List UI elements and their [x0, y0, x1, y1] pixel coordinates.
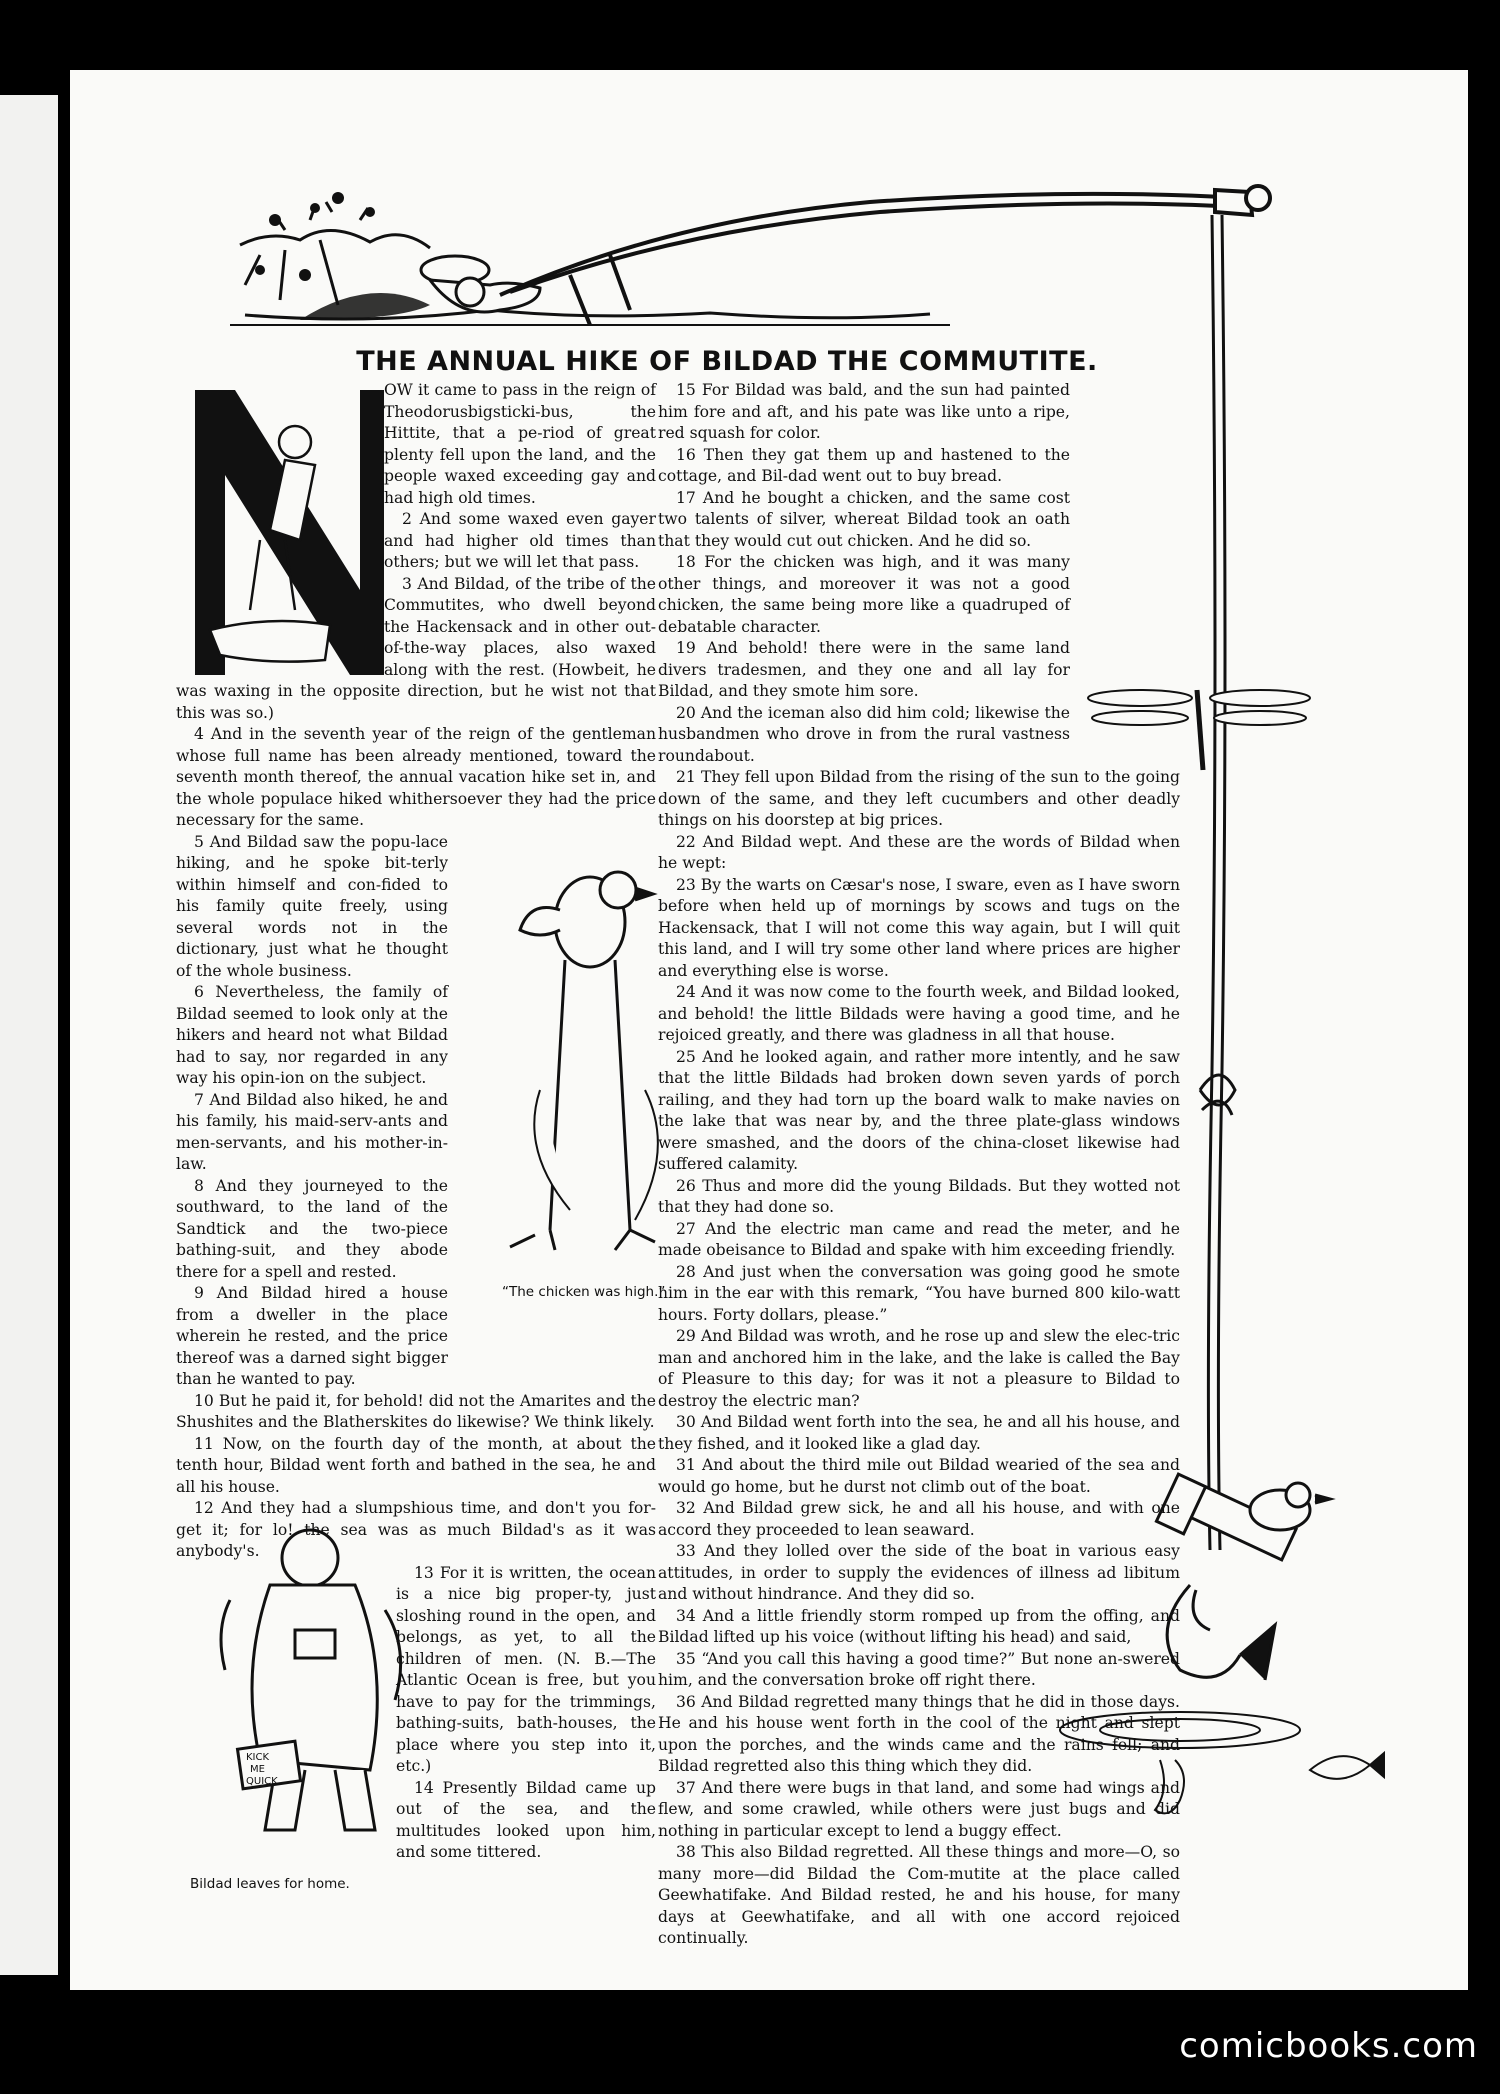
paragraph: 28 And just when the conversation was going good he smote him in the ear with this remark, “You have burned 800 kilo-watt hours. Forty dollars, please.” [658, 1262, 1180, 1324]
adjacent-page-edge [0, 95, 58, 1975]
paragraph: 11 Now, on the fourth day of the month, at about the tenth hour, Bildad went forth and bathed in the sea, he and all his house. [176, 1434, 656, 1496]
paragraph: 14 Presently Bildad came up out of the sea, and the multitudes looked upon him, and some tittered. [396, 1778, 656, 1861]
paragraph: 18 For the chicken was high, and it was many other things, and moreover it was not a good chicken, the same being more like a quadruped of debatable character. [658, 553, 1070, 636]
left-column [176, 380, 656, 1967]
paragraph: 5 And Bildad saw the popu-lace hiking, and he spoke bit-terly within himself and con-fided to his family quite freely, using several words not in the dictionary, just what he thought of the whole business. [176, 832, 448, 980]
paragraph: 16 Then they gat them up and hastened to the cottage, and Bil-dad went out to buy bread. [658, 445, 1070, 485]
article-title: THE ANNUAL HIKE OF BILDAD THE COMMUTITE. [356, 346, 1098, 377]
paragraph: 22 And Bildad wept. And these are the words of Bildad when he wept: [658, 832, 1180, 872]
paragraph: 26 Thus and more did the young Bildads. But they wotted not that they had done so. [658, 1176, 1180, 1216]
chicken-caption: “The chicken was high.” [502, 1284, 666, 1300]
paragraph: 36 And Bildad regretted many things that he did in those days. He and his house went forth in the cool of the night and slept upon the porches, and the winds came and the rains fell; and Bildad regretted also this thing which they did. [658, 1692, 1180, 1775]
paragraph: 15 For Bildad was bald, and the sun had painted him fore and aft, and his pate was like unto a ripe, red squash for color. [658, 381, 1070, 442]
paragraph: 8 And they journeyed to the southward, to the land of the Sandtick and the two-piece bathing-suit, and they abode there for a spell and rested. [176, 1176, 448, 1281]
bildad-caption: Bildad leaves for home. [190, 1876, 350, 1892]
paragraph: 37 And there were bugs in that land, and some had wings and flew, and some crawled, while others were just bugs and did nothing in particular except to lend a buggy effect. [658, 1778, 1180, 1840]
magazine-page [70, 70, 1468, 1990]
paragraph: 24 And it was now come to the fourth week, and Bildad looked, and behold! the little Bildads were having a good time, and he rejoiced greatly, and there was gladness in all that house. [658, 983, 1180, 1044]
svg-text:ME: ME [250, 1764, 265, 1775]
dropcap-space [176, 380, 372, 672]
paragraph: 29 And Bildad was wroth, and he rose up and slew the elec-tric man and anchored him in the lake, and the lake is called the Bay of Pleasure to this day; for was it not a pleasure to Bildad to destroy the electric man? [658, 1327, 1180, 1410]
paragraph: 10 But he paid it, for behold! did not the Amarites and the Shushites and the Blatherskites do likewise? We think likely. [176, 1391, 656, 1431]
paragraph: 33 And they lolled over the side of the boat in various easy attitudes, in order to supply the evidences of illness ad libitum and without hindrance. And they did so. [658, 1542, 1180, 1603]
watermark: comicbooks.com [1179, 2026, 1478, 2066]
paragraph: 32 And Bildad grew sick, he and all his house, and with one accord they proceeded to lean seaward. [658, 1499, 1180, 1539]
paragraph: 12 And they had a slumpshious time, and don't you for-get it; for lo! the sea was as much Bildad's as it was anybody's. [176, 1499, 656, 1560]
paragraph: 31 And about the third mile out Bildad wearied of the sea and would go home, but he durst not climb out of the boat. [658, 1456, 1180, 1496]
paragraph: 30 And Bildad went forth into the sea, he and all his house, and they fished, and it looked like a glad day. [658, 1413, 1180, 1453]
paragraph: 38 This also Bildad regretted. All these things and more—O, so many more—did Bildad the Com-mutite at the place called Geewhatifake. And Bildad rested, he and his house, for many days at Geewhatifake, and all with one accord rejoiced continually. [658, 1843, 1180, 1947]
paragraph: OW it came to pass in the reign of Theodorusbigsticki-bus, the Hittite, that a pe-riod of great plenty fell upon the land, and the people waxed exceeding gay and had high old times. [384, 381, 656, 507]
paragraph: 20 And the iceman also did him cold; likewise the husbandmen who drove in from the rural vastness roundabout. [658, 703, 1070, 765]
svg-text:KICK: KICK [246, 1752, 270, 1763]
svg-text:QUICK: QUICK [246, 1776, 278, 1787]
right-column [658, 380, 1180, 1950]
paragraph: 27 And the electric man came and read the meter, and he made obeisance to Bildad and spake with him exceeding friendly. [658, 1219, 1180, 1259]
paragraph: 9 And Bildad hired a house from a dweller in the place wherein he rested, and the price thereof was a darned sight bigger than he wanted to pay. [176, 1284, 448, 1388]
paragraph: 23 By the warts on Cæsar's nose, I sware, even as I have sworn before when held up of mornings by scows and tugs on the Hackensack, that I will not come this way again, but I will quit this land, and I will try some other land where prices are higher and everything else is worse. [658, 875, 1180, 980]
paragraph: 19 And behold! there were in the same land divers tradesmen, and they one and all lay for Bildad, and they smote him sore. [658, 639, 1070, 700]
paragraph: 6 Nevertheless, the family of Bildad seemed to look only at the hikers and heard not what Bildad had to say, nor regarded in any way his opin-ion on the subject. [176, 983, 448, 1087]
rope-spacer [1070, 380, 1180, 750]
paragraph: 13 For it is written, the ocean is a nice big proper-ty, just sloshing round in the open, and belongs, as yet, to all the children of men. (N. B.—The Atlantic Ocean is free, but you have to pay for the trimmings, bathing-suits, bath-houses, the place where you step into it, etc.) [396, 1563, 656, 1775]
paragraph: 35 “And you call this having a good time?” But none an-swered him, and the conversation broke off right there. [658, 1649, 1180, 1689]
paragraph: 17 And he bought a chicken, and the same cost two talents of silver, whereat Bildad took an oath that they would cut out chicken. And he did so. [658, 488, 1070, 550]
paragraph: 21 They fell upon Bildad from the rising of the sun to the going down of the same, and they left cucumbers and other deadly things on his doorstep at big prices. [658, 768, 1180, 829]
bildad-space [176, 1575, 388, 1967]
paragraph: 7 And Bildad also hiked, he and his family, his maid-serv-ants and men-servants, and his mother-in-law. [176, 1090, 448, 1173]
paragraph: 25 And he looked again, and rather more intently, and he saw that the little Bildads had broken down seven yards of porch railing, and they had torn up the board walk to make navies on the lake that was near by, and the three plate-glass windows were smashed, and the doors of the china-closet likewise had suffered calamity. [658, 1047, 1180, 1173]
paragraph: 2 And some waxed even gayer and had higher old times than others; but we will let that pass. [384, 510, 656, 571]
paragraph: 3 And Bildad, of the tribe of the Commutites, who dwell beyond the Hackensack and in other out-of-the-way places, also waxed along with the rest. (Howbeit, he was waxing in the opposite direction, but he wist not that this was so.) [176, 574, 656, 722]
paragraph: 4 And in the seventh year of the reign of the gentleman whose full name has been already mentioned, toward the seventh month thereof, the annual vacation hike set in, and the whole populace hiked whithersoever they had the price necessary for the same. [176, 725, 656, 829]
paragraph: 34 And a little friendly storm romped up from the offing, and Bildad lifted up his voice (without lifting his head) and said, [658, 1606, 1180, 1646]
